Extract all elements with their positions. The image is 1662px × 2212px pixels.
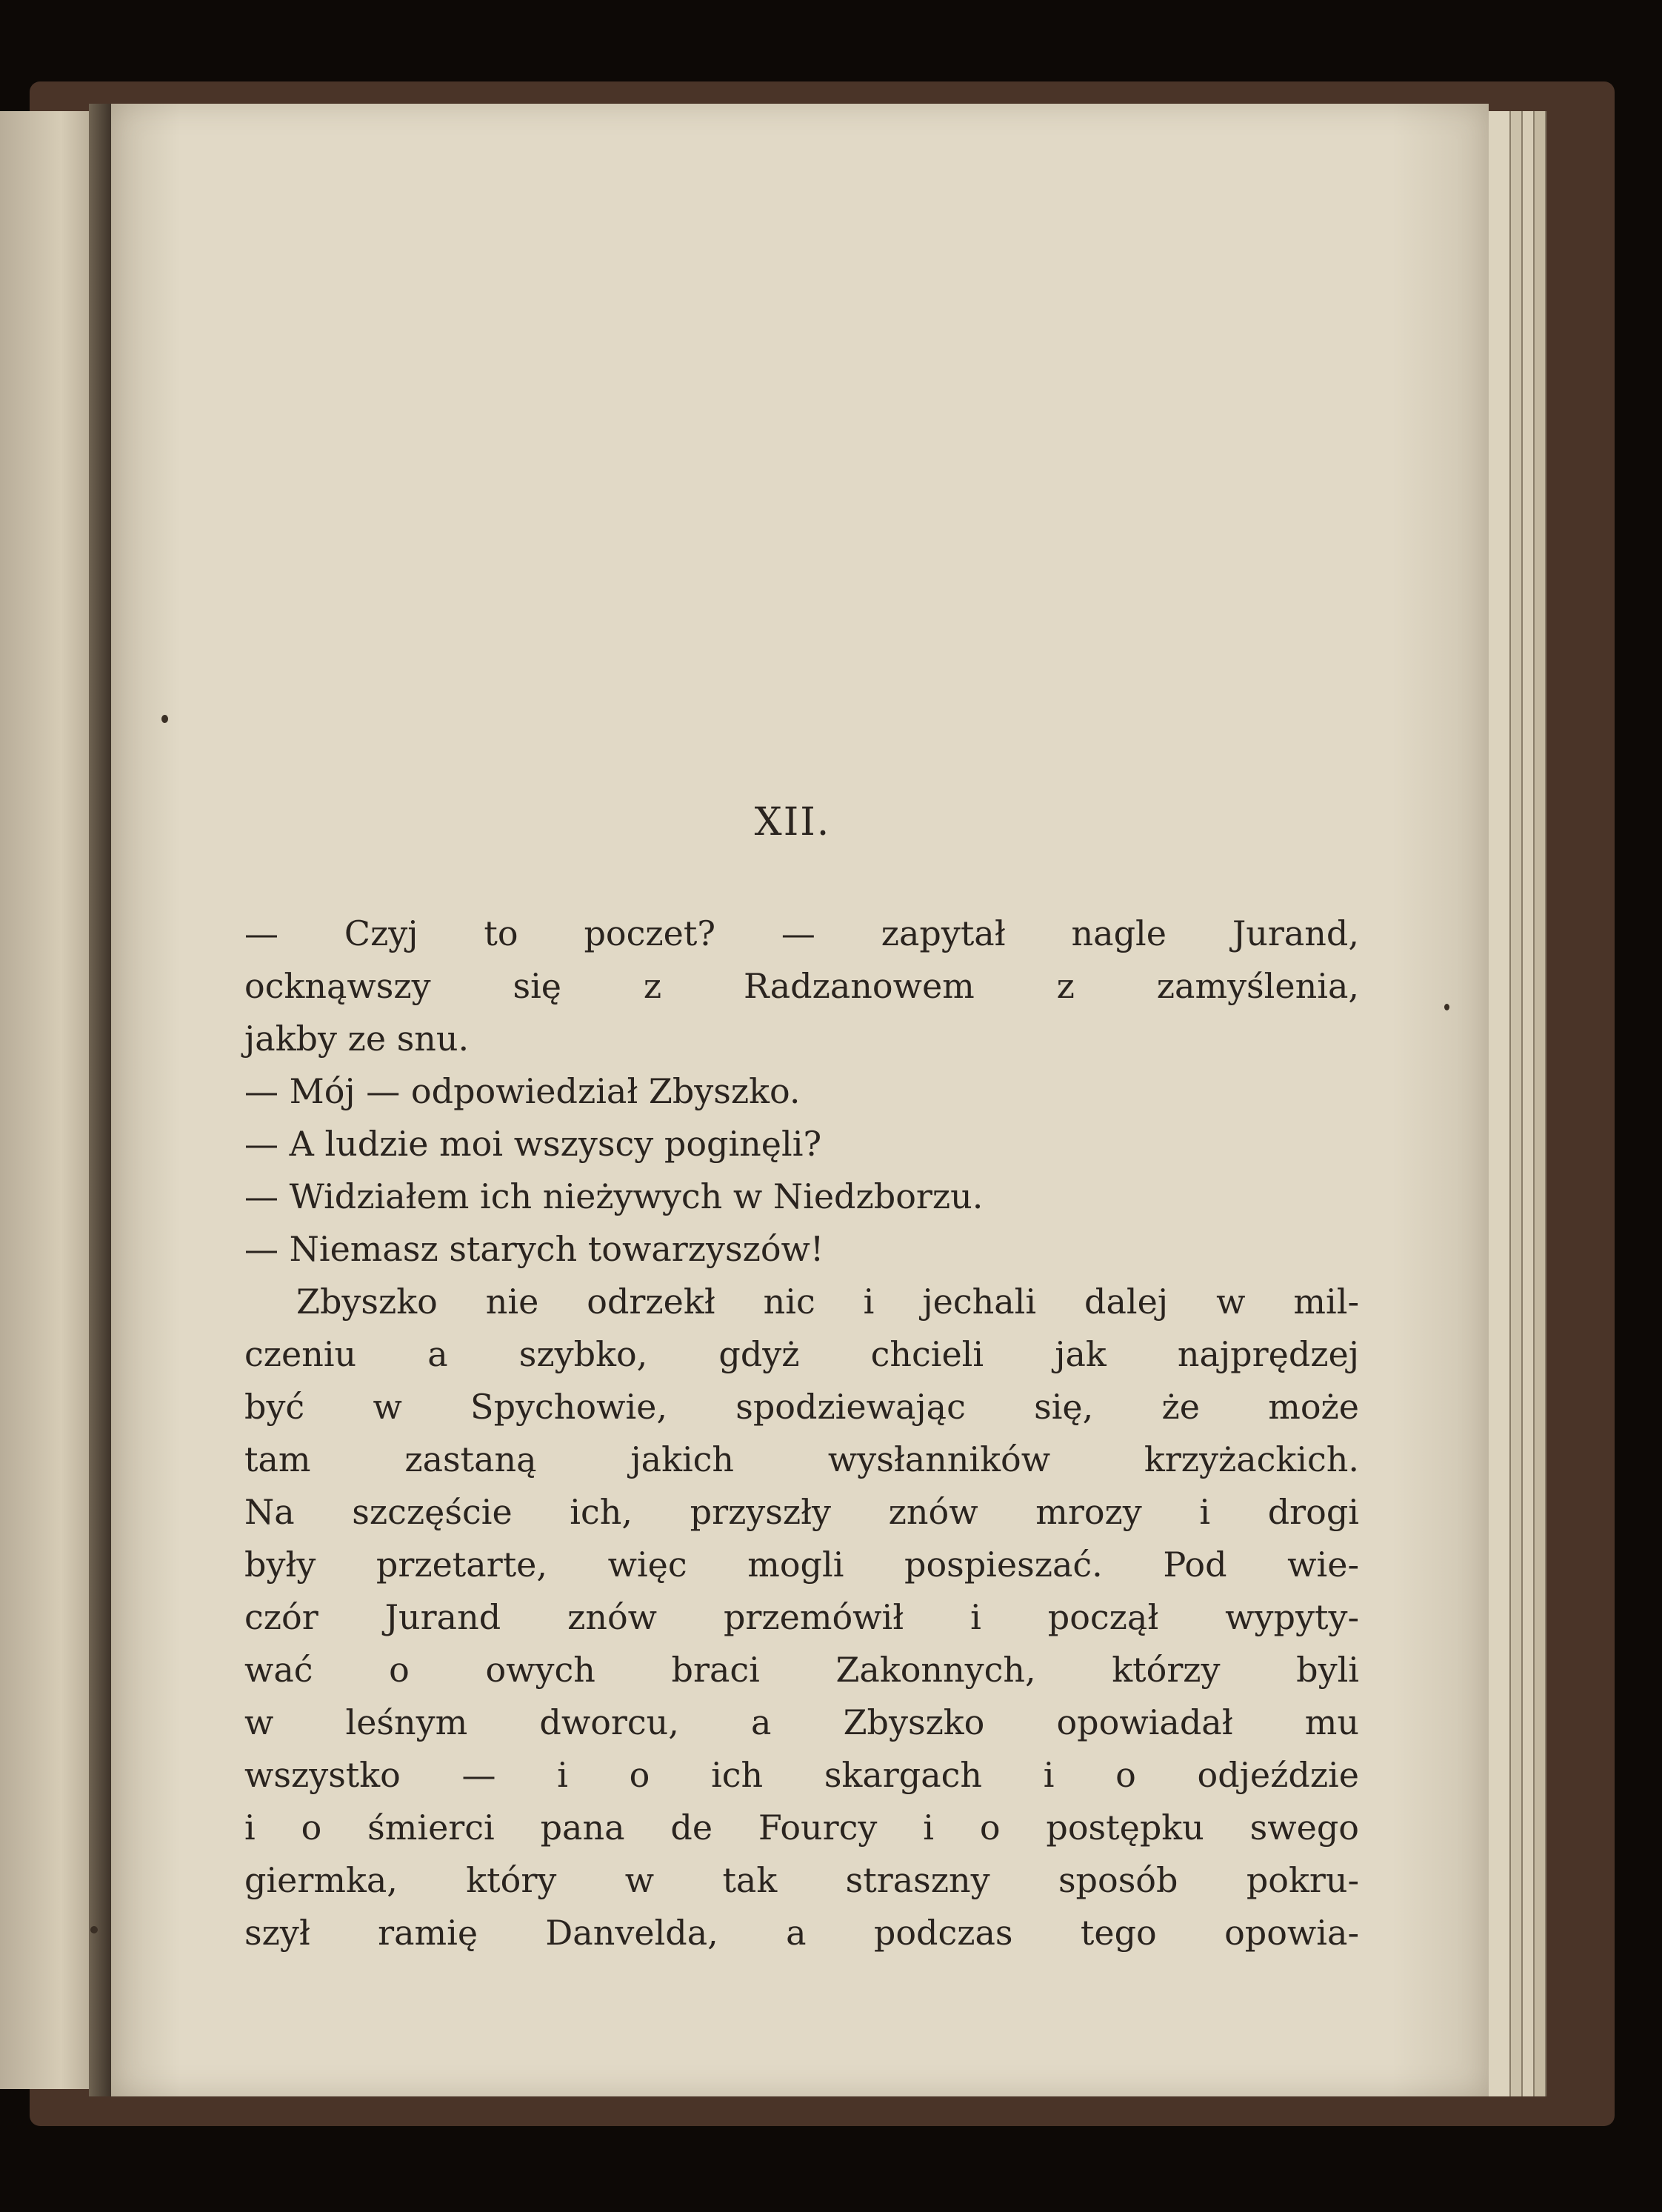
text-line: — Mój — odpowiedział Zbyszko. <box>244 1071 801 1111</box>
text-line: być w Spychowie, spodziewając się, że może <box>244 1387 1359 1427</box>
text-line: ocknąwszy się z Radzanowem z zamyślenia, <box>244 966 1359 1006</box>
text-line: szył ramię Danvelda, a podczas tego opowia- <box>244 1913 1359 1953</box>
chapter-heading: XII. <box>754 800 831 845</box>
text-line: tam zastaną jakich wysłanników krzyżackich. <box>244 1439 1359 1479</box>
text-line: czór Jurand znów przemówił i począł wypyty- <box>244 1597 1359 1637</box>
text-line: jakby ze snu. <box>244 1019 470 1059</box>
text-line: giermka, który w tak straszny sposób pokru- <box>244 1860 1359 1900</box>
book-page <box>111 104 1489 2096</box>
text-line: — Czyj to poczet? — zapytał nagle Jurand, <box>244 913 1359 953</box>
text-line: — A ludzie moi wszyscy poginęli? <box>244 1124 822 1164</box>
text-line: wszystko — i o ich skargach i o odjeździe <box>244 1755 1359 1795</box>
text-line: i o śmierci pana de Fourcy i o postępku swego <box>244 1808 1359 1848</box>
paper-speck <box>1444 1004 1449 1010</box>
text-line: Zbyszko nie odrzekł nic i jechali dalej w mil- <box>296 1282 1359 1322</box>
text-line: czeniu a szybko, gdyż chcieli jak najprędzej <box>244 1334 1359 1374</box>
page-body-text <box>244 907 1359 1959</box>
text-line: — Niemasz starych towarzyszów! <box>244 1229 824 1269</box>
paper-speck <box>90 1926 98 1933</box>
text-line: Na szczęście ich, przyszły znów mrozy i drogi <box>244 1492 1359 1532</box>
text-line: były przetarte, więc mogli pospieszać. Pod wie- <box>244 1545 1359 1585</box>
text-line: w leśnym dworcu, a Zbyszko opowiadał mu <box>244 1702 1359 1742</box>
text-line: — Widziałem ich nieżywych w Niedzborzu. <box>244 1176 984 1216</box>
text-line: wać o owych braci Zakonnych, którzy byli <box>244 1650 1359 1690</box>
paper-speck <box>161 715 168 723</box>
